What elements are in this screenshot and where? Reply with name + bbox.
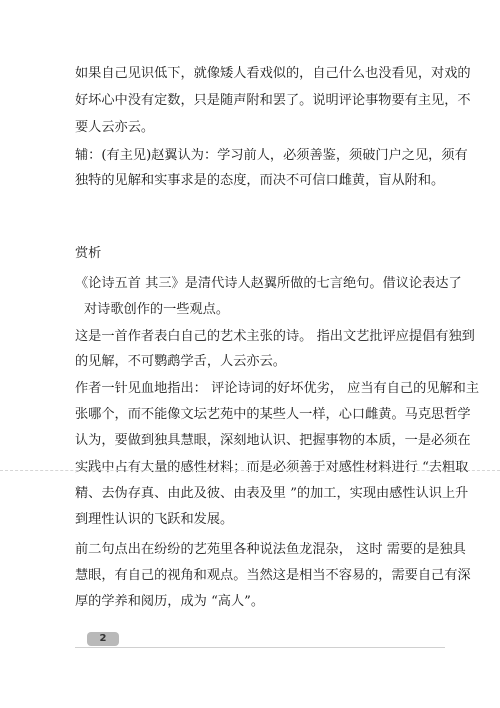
- appreciation-line-8: 实践中占有大量的感性材料；而是必须善于对感性材料进行 “去粗取: [75, 460, 469, 475]
- appreciation-line-6: 张哪个，而不能像文坛艺苑中的某些人一样，心口雌黄。马克思哲学: [75, 407, 471, 422]
- page-number-badge: 2: [87, 632, 119, 646]
- appreciation-line-10: 到理性认识的飞跃和发展。: [75, 512, 234, 527]
- appreciation-line-1: 《论诗五首 其三》是清代诗人赵翼所做的七言绝句。借议论表达了: [75, 276, 462, 291]
- auxiliary-line-1: 辅：(有主见)赵翼认为：学习前人，必须善鉴，须破门户之见，须有: [75, 148, 468, 163]
- appreciation-line-7: 认为，要做到独具慧眼，深刻地认识、把握事物的本质，一是必须在: [75, 433, 471, 448]
- appreciation-line-13: 厚的学养和阅历，成为 “高人”。: [75, 594, 265, 609]
- page-break-divider: [0, 470, 500, 471]
- paragraph1-line-1: 如果自己见识低下，就像矮人看戏似的，自己什么也没看见，对戏的: [75, 66, 471, 81]
- appreciation-line-2: 对诗歌创作的一些观点。: [84, 302, 230, 317]
- appreciation-line-12: 慧眼，有自己的视角和观点。当然这是相当不容易的，需要自己有深: [75, 568, 471, 583]
- appreciation-line-3: 这是一首作者表白自己的艺术主张的诗。 指出文艺批评应提倡有独到: [75, 329, 475, 344]
- paragraph1-line-2: 好坏心中没有定数，只是随声附和罢了。说明评论事物要有主见，不: [75, 93, 471, 108]
- appreciation-line-9: 精、去伪存真、由此及彼、由表及里 ”的加工，实现由感性认识上升: [75, 486, 469, 501]
- footer-rule: [75, 647, 445, 648]
- appreciation-line-11: 前二句点出在纷纷的艺苑里各种说法鱼龙混杂， 这时 需要的是独具: [75, 542, 466, 557]
- paragraph1-line-3: 要人云亦云。: [75, 120, 155, 135]
- auxiliary-line-2: 独特的见解和实事求是的态度，而决不可信口雌黄，盲从附和。: [75, 173, 445, 188]
- appreciation-line-4: 的见解，不可鹦鹉学舌，人云亦云。: [75, 354, 286, 369]
- section-heading: 赏析: [75, 246, 102, 261]
- appreciation-line-5: 作者一针见血地指出： 评论诗词的好坏优劣， 应当有自己的见解和主: [75, 381, 480, 396]
